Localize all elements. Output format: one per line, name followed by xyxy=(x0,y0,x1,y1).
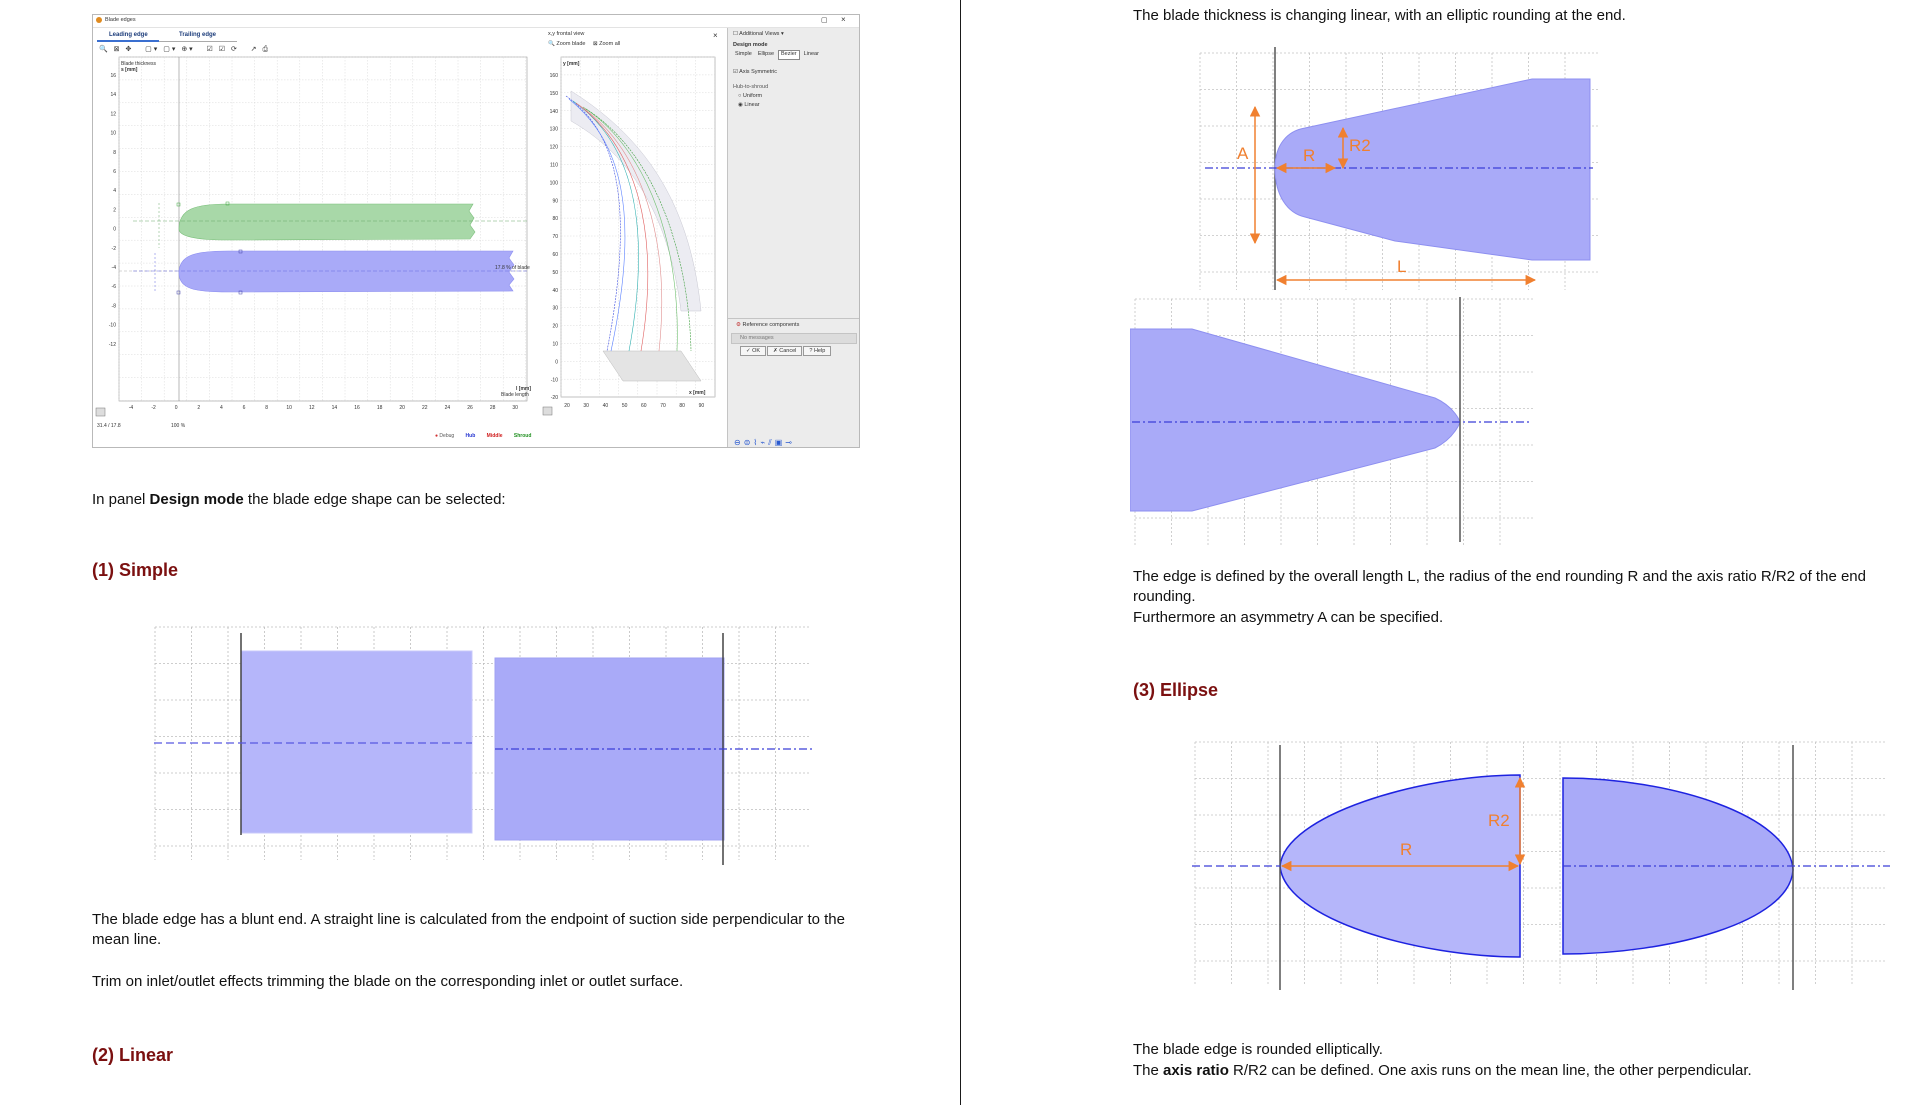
tick-label: 8 xyxy=(113,149,116,156)
tick-label: 0 xyxy=(555,359,558,366)
coords-readout: 31.4 / 17.8 xyxy=(97,423,121,429)
design-mode-text-pre: In panel xyxy=(92,491,150,508)
tick-label: 4 xyxy=(113,188,116,195)
frontal-ylabel: y [mm] xyxy=(563,61,580,67)
frontal-export-icon[interactable] xyxy=(543,407,552,415)
design-mode-paragraph xyxy=(92,490,892,510)
tick-label: 70 xyxy=(552,234,558,241)
tick-label: 80 xyxy=(552,216,558,223)
linear-blade-shape xyxy=(1275,79,1590,260)
frontal-view-plot xyxy=(541,51,719,447)
ellipse-label-r: R xyxy=(1400,840,1413,859)
linear-paragraph-2: Furthermore an asymmetry A can be specified. xyxy=(1133,609,1444,626)
side-panel-divider xyxy=(728,318,860,319)
tick-label: 0 xyxy=(113,226,116,233)
help-label: Help xyxy=(813,348,826,354)
maximize-icon[interactable]: ▢ xyxy=(821,17,828,24)
blade-shape-shroud xyxy=(179,204,475,240)
ylabel-line1: Blade thickness xyxy=(121,61,157,67)
tick-label: 28 xyxy=(489,405,496,411)
linear-blade-shape-mirrored xyxy=(1130,329,1460,511)
tab-bar xyxy=(97,30,237,42)
heading-ellipse: (3) Ellipse xyxy=(1133,680,1219,700)
tick-label: 140 xyxy=(549,108,558,115)
simple-edge-diagram xyxy=(150,625,815,865)
cancel-button[interactable]: ✗ Cancel xyxy=(767,346,802,356)
tick-label: 8 xyxy=(265,405,268,411)
tick-label: 50 xyxy=(621,403,628,409)
tick-label: -4 xyxy=(111,265,116,271)
tick-label: 14 xyxy=(331,405,338,411)
close-icon[interactable]: × xyxy=(841,15,846,24)
tick-label: 18 xyxy=(376,405,383,411)
tick-label: 0 xyxy=(174,405,178,411)
zoom-readout: 100 % xyxy=(171,423,186,429)
simple-paragraph-2: Trim on inlet/outlet effects trimming the blade on the corresponding inlet or outlet surface. xyxy=(92,973,684,990)
blade-percent-annotation: 17.8 % of blade xyxy=(495,265,530,271)
design-mode-text-bold: Design mode xyxy=(149,491,244,508)
label-l: L xyxy=(1397,257,1407,276)
uniform-radio[interactable]: ○ Uniform xyxy=(738,93,763,99)
uniform-label: Uniform xyxy=(742,93,763,99)
ylabel-line2: s [mm] xyxy=(121,67,138,73)
ellipse-edge-diagram xyxy=(1190,740,1890,990)
tick-label: -12 xyxy=(108,341,116,348)
linear-intro: The blade thickness is changing linear, with an elliptic rounding at the end. xyxy=(1133,7,1626,24)
hub-to-shroud-label: Hub-to-shroud xyxy=(733,84,769,90)
tick-label: 10 xyxy=(286,405,292,411)
tick-label: 130 xyxy=(549,126,558,133)
zoom-blade-button[interactable]: 🔍 Zoom blade xyxy=(548,41,586,47)
tick-label: 20 xyxy=(564,403,570,409)
ellipse-text-pre: The xyxy=(1133,1062,1164,1079)
tick-label: 12 xyxy=(110,111,116,118)
linear-edge-diagram-mirrored xyxy=(1130,297,1540,547)
linear-edge-diagram xyxy=(1195,45,1605,295)
ellipse-paragraph-2 xyxy=(1133,1061,1903,1081)
legend-middle[interactable]: Middle xyxy=(486,433,503,439)
frontal-xlabel: x [mm] xyxy=(689,390,706,396)
linear-radio[interactable]: ◉ Linear xyxy=(738,102,760,108)
tick-label: -8 xyxy=(111,303,116,310)
reference-components-button[interactable]: ⚙ Reference components xyxy=(736,322,800,328)
mode-linear-button[interactable]: Linear xyxy=(803,51,819,57)
legend-debug[interactable]: Debug xyxy=(439,433,455,439)
ellipse-paragraph-1: The blade edge is rounded elliptically. xyxy=(1133,1041,1383,1058)
help-button[interactable]: ? Help xyxy=(803,346,831,356)
tick-label: 90 xyxy=(552,198,558,205)
design-mode-text-post: the blade edge shape can be selected: xyxy=(243,491,506,508)
design-mode-title: Design mode xyxy=(733,42,768,48)
no-messages-label: No messages xyxy=(740,335,774,341)
window-titlebar xyxy=(93,15,859,28)
tick-label: -2 xyxy=(151,405,156,411)
tick-label: 80 xyxy=(679,403,685,409)
legend-hub[interactable]: Hub xyxy=(465,433,476,439)
label-r2: R2 xyxy=(1349,136,1371,155)
simple-paragraph-1: The blade edge has a blunt end. A straight line is calculated from the endpoint of suction side perpendicular to the mean line. xyxy=(92,911,845,948)
tick-label: 22 xyxy=(422,405,428,411)
legend xyxy=(435,433,531,443)
app-icon xyxy=(96,17,102,23)
additional-views-toggle[interactable]: ☐ Additional Views ▾ xyxy=(733,31,784,37)
frontal-close-icon[interactable]: × xyxy=(713,31,718,40)
tick-label: 16 xyxy=(110,73,116,79)
tick-label: 2 xyxy=(113,207,116,214)
zoom-blade-label: Zoom blade xyxy=(556,41,586,47)
messages-bar xyxy=(731,333,857,344)
tick-label: 20 xyxy=(552,323,558,330)
blade-shape-hub xyxy=(179,251,514,292)
tick-label: -6 xyxy=(111,284,116,291)
tick-label: 24 xyxy=(444,405,451,411)
ok-label: OK xyxy=(752,348,761,354)
tick-label: 100 xyxy=(549,180,558,187)
tick-label: 60 xyxy=(552,252,558,258)
view-toolbar-icons[interactable]: ⊖⊜⌇⌁⫽▣⊸ xyxy=(734,438,795,447)
reference-components-label: Reference components xyxy=(742,322,800,328)
active-tab-indicator xyxy=(97,40,159,42)
tick-label: 6 xyxy=(242,405,246,411)
design-mode-buttons xyxy=(733,50,821,60)
tick-label: 30 xyxy=(552,305,558,312)
linear-label: Linear xyxy=(744,102,760,108)
xlabel-line2: Blade length xyxy=(501,392,529,398)
heading-linear: (2) Linear xyxy=(92,1045,174,1065)
dialog-buttons xyxy=(740,346,831,356)
tick-label: 30 xyxy=(583,403,589,409)
tick-label: -2 xyxy=(111,245,116,252)
tick-label: 90 xyxy=(698,403,705,409)
tick-label: 10 xyxy=(110,130,116,137)
column-divider xyxy=(960,0,961,1105)
tick-label: 4 xyxy=(220,405,223,411)
xlabel-line1: l [mm] xyxy=(516,386,531,392)
tick-label: 26 xyxy=(467,405,473,411)
axis-symmetric-label: Axis Symmetric xyxy=(739,69,778,75)
linear-paragraph-1: The edge is defined by the overall length L, the radius of the end rounding R and the axis ratio R/R2 of the end rounding. xyxy=(1133,568,1866,605)
tick-label: 160 xyxy=(549,73,558,79)
tick-label: 16 xyxy=(354,405,360,411)
tick-label: 40 xyxy=(552,287,558,294)
ellipse-text-post: R/R2 can be defined. One axis runs on the mean line, the other perpendicular. xyxy=(1228,1062,1752,1079)
mode-simple-button[interactable]: Simple xyxy=(735,51,752,57)
ellipse-label-r2: R2 xyxy=(1488,811,1510,830)
tick-label: 20 xyxy=(399,405,405,411)
additional-views-label: Additional Views xyxy=(739,31,780,37)
export-icon[interactable] xyxy=(96,408,105,416)
frontal-view-title: x,y frontal view xyxy=(548,31,585,37)
window-title: Blade edges xyxy=(105,17,136,23)
axis-symmetric-checkbox[interactable]: ☑ Axis Symmetric xyxy=(733,69,778,75)
tick-label: -20 xyxy=(550,395,558,402)
zoom-all-button[interactable]: ⊠ Zoom all xyxy=(593,41,621,47)
mode-ellipse-button[interactable]: Ellipse xyxy=(757,51,775,57)
zoom-all-label: Zoom all xyxy=(599,41,621,47)
tick-label: 120 xyxy=(549,144,558,151)
tick-label: 70 xyxy=(660,403,666,409)
debug-icon: ● xyxy=(435,433,440,439)
tick-label: -10 xyxy=(108,322,116,329)
mode-bezier-button[interactable]: Bezier xyxy=(778,50,800,60)
tick-label: 2 xyxy=(197,405,201,411)
tick-label: 6 xyxy=(113,169,116,175)
tick-label: 60 xyxy=(641,403,647,409)
tick-label: 30 xyxy=(512,405,518,411)
tick-label: 40 xyxy=(602,403,609,409)
tab-leading-edge[interactable]: Leading edge xyxy=(109,32,148,38)
label-a: A xyxy=(1237,144,1249,163)
tab-trailing-edge[interactable]: Trailing edge xyxy=(179,32,217,38)
simple-blade-left xyxy=(241,651,472,833)
tick-label: 50 xyxy=(552,269,558,276)
blade-thickness-plot xyxy=(93,53,533,447)
side-panel xyxy=(727,28,860,447)
ellipse-text-bold: axis ratio xyxy=(1163,1062,1229,1079)
label-r: R xyxy=(1303,146,1316,165)
blade-edges-window xyxy=(92,14,860,448)
tick-label: -10 xyxy=(550,377,558,384)
tick-label: -4 xyxy=(128,405,134,411)
tick-label: 10 xyxy=(552,341,558,348)
tick-label: 14 xyxy=(110,92,116,99)
plot-toolbar[interactable]: 🔍 ⊠ ✥ ▢▾ ▢▾ ⊕▾ ☑ ☑ ⟳ ↗ ⎙ xyxy=(99,46,271,53)
tick-label: 150 xyxy=(549,90,558,97)
tick-label: 110 xyxy=(550,162,558,169)
ok-button[interactable]: ✓ OK xyxy=(740,346,766,356)
legend-shroud[interactable]: Shroud xyxy=(513,433,532,439)
tick-label: 12 xyxy=(309,405,315,411)
cancel-label: Cancel xyxy=(779,348,797,354)
heading-simple: (1) Simple xyxy=(92,560,179,580)
